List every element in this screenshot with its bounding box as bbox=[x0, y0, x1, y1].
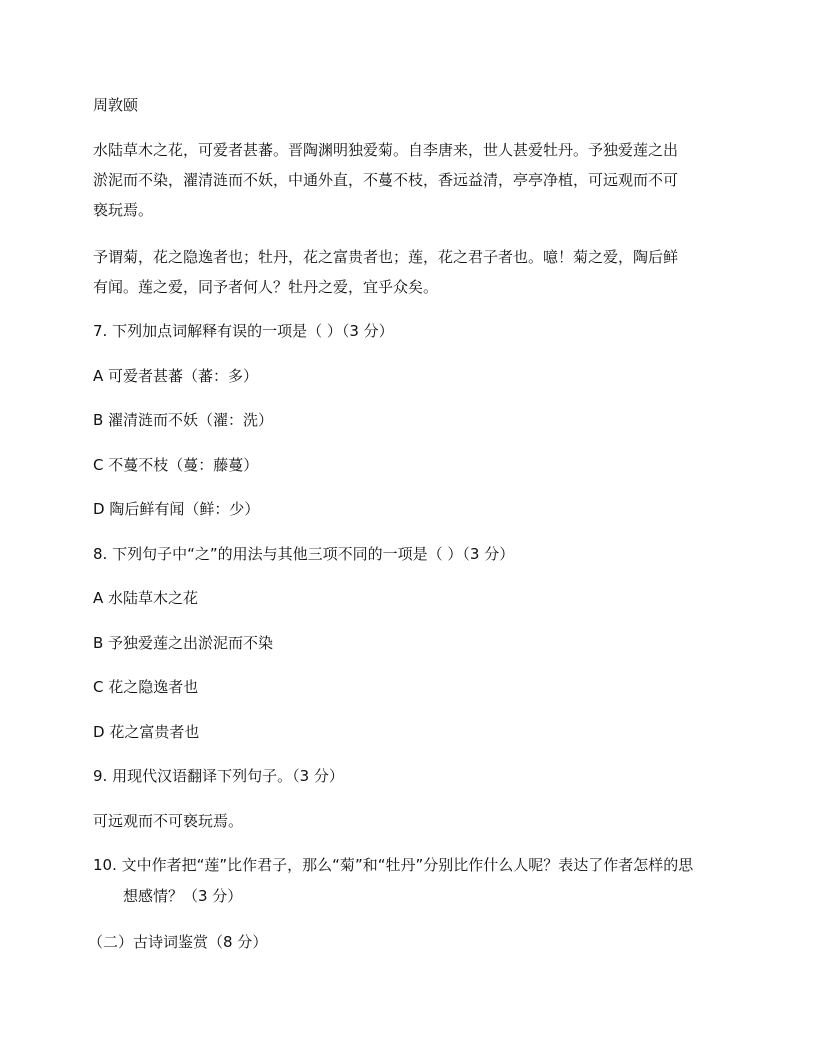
question-8-stem: 8. 下列句子中“之”的用法与其他三项不同的一项是（ ）（3 分） bbox=[93, 545, 515, 563]
question-8-option-b: B 予独爱莲之出淤泥而不染 bbox=[93, 634, 274, 652]
question-8-option-a: A 水陆草木之花 bbox=[93, 589, 199, 607]
question-7-option-d: D 陶后鲜有闻（鲜：少） bbox=[93, 500, 260, 518]
question-7-option-a: A 可爱者甚蕃（蕃：多） bbox=[93, 367, 259, 385]
passage-line: 予谓菊，花之隐逸者也；牡丹，花之富贵者也；莲，花之君子者也。噫！菊之爱，陶后鲜 bbox=[93, 248, 679, 266]
question-8-option-d: D 花之富贵者也 bbox=[93, 723, 200, 741]
author-name: 周敦颐 bbox=[93, 96, 139, 114]
passage-paragraph-1 bbox=[93, 135, 733, 225]
question-10-stem-line-1: 10. 文中作者把“莲”比作君子，那么“菊”和“牡丹”分别比作什么人呢？表达了作者怎样的思 bbox=[93, 856, 694, 874]
section-2-title: （二）古诗词鉴赏（8 分） bbox=[88, 933, 268, 951]
passage-line: 有闻。莲之爱，同予者何人？牡丹之爱，宜乎众矣。 bbox=[93, 278, 439, 296]
passage-line: 亵玩焉。 bbox=[93, 201, 154, 219]
question-7-stem: 7. 下列加点词解释有误的一项是（ ）（3 分） bbox=[93, 322, 394, 340]
passage-paragraph-2 bbox=[93, 242, 733, 302]
question-9-sentence: 可远观而不可亵玩焉。 bbox=[93, 812, 244, 830]
question-10-stem-line-2: 想感情？（3 分） bbox=[123, 887, 243, 905]
question-9-stem: 9. 用现代汉语翻译下列句子。（3 分） bbox=[93, 767, 344, 785]
passage-line: 淤泥而不染，濯清涟而不妖，中通外直，不蔓不枝，香远益清，亭亭净植，可远观而不可 bbox=[93, 171, 679, 189]
question-7-option-c: C 不蔓不枝（蔓：藤蔓） bbox=[93, 456, 259, 474]
passage-line: 水陆草木之花，可爱者甚蕃。晋陶渊明独爱菊。自李唐来，世人甚爱牡丹。予独爱莲之出 bbox=[93, 141, 679, 159]
question-7-option-b: B 濯清涟而不妖（濯：洗） bbox=[93, 411, 274, 429]
question-8-option-c: C 花之隐逸者也 bbox=[93, 678, 199, 696]
